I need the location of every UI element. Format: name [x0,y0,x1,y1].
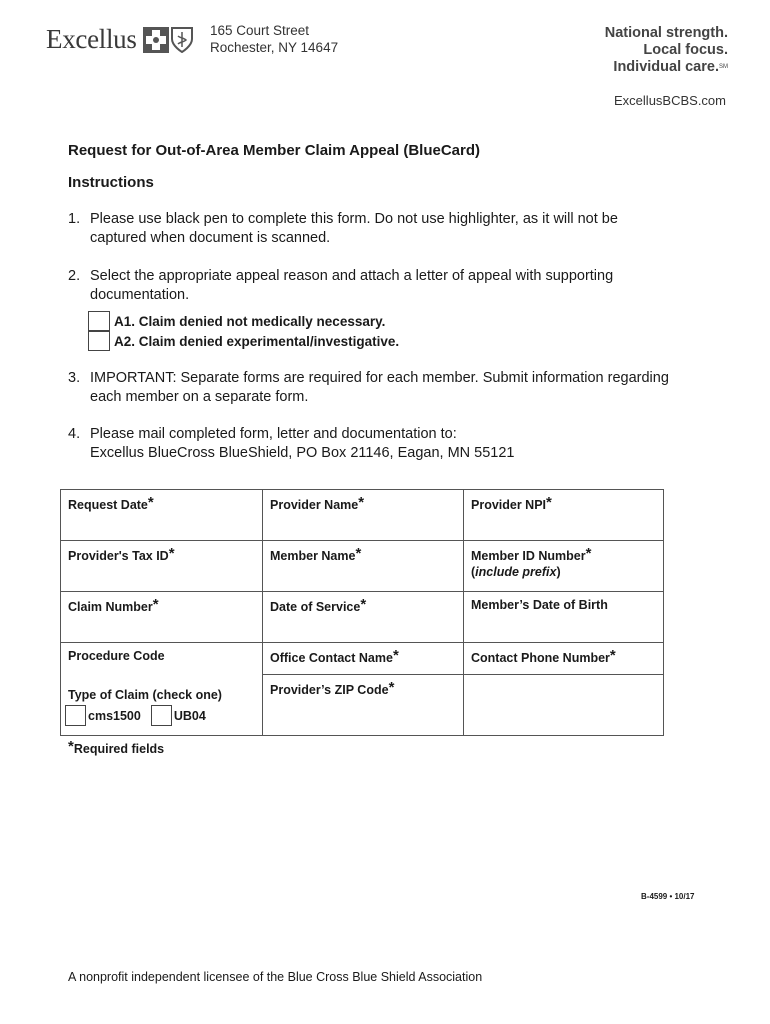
provider-zip-field[interactable] [263,675,464,736]
required-star: * [68,738,74,755]
field-label: Type of Claim (check one) [68,688,222,702]
instruction-number: 2. [68,268,81,284]
mailing-address: Excellus BlueCross BlueShield, PO Box 21146, Eagan, MN 55121 [90,445,515,461]
instruction-item [68,425,515,463]
form-title: Request for Out-of-Area Member Claim Appeal (BlueCard) [68,142,480,159]
required-star: * [152,596,159,613]
cms1500-checkbox[interactable] [65,705,86,726]
field-label: Claim Number [68,600,153,614]
field-label: Provider’s ZIP Code [270,683,389,697]
instruction-item [68,267,613,305]
required-star: * [609,647,616,664]
contact-phone-field[interactable] [464,643,664,675]
appeal-reason-a2 [88,331,399,351]
appeal-reason-a1 [88,311,385,331]
required-star: * [147,494,154,511]
instruction-number: 3. [68,370,81,386]
provider-npi-field[interactable] [464,490,664,541]
required-star: * [392,647,399,664]
field-label: Member ID Number [471,549,586,563]
ub04-label: UB04 [173,708,206,723]
tagline-line-1: National strength. [604,25,728,41]
field-label: Member’s Date of Birth [471,598,608,612]
appeal-reason-a1-label: A1. Claim denied not medically necessary. [114,313,386,329]
office-contact-name-field[interactable] [263,643,464,675]
instruction-text: Please mail completed form, letter and documentation to: [90,426,457,442]
cms1500-label: cms1500 [88,708,141,723]
provider-name-field[interactable] [263,490,464,541]
empty-cell [464,675,664,736]
website-url: ExcellusBCBS.com [614,93,726,108]
field-label: Provider NPI [471,498,547,512]
required-star: * [585,545,592,562]
instruction-text-continued: documentation. [90,287,190,303]
instruction-item [68,369,669,407]
footer-licensee-note: A nonprofit independent licensee of the Blue Cross Blue Shield Association [68,970,483,984]
claim-number-field[interactable] [61,592,263,643]
instruction-text-continued: captured when document is scanned. [90,230,331,246]
company-address [210,22,338,56]
member-dob-field[interactable] [464,592,664,643]
required-fields-note: *Required fields [68,738,165,756]
instruction-item [68,210,618,248]
required-star: * [388,679,395,696]
required-star: * [546,494,552,511]
field-label: Date of Service [270,600,361,614]
blue-shield-icon [171,27,193,53]
field-label: Procedure Code [68,649,165,663]
instruction-text: IMPORTANT: Separate forms are required for each member. Submit information regarding [90,370,669,386]
member-id-hint: (include prefix) [471,565,561,579]
address-line-2: Rochester, NY 14647 [210,40,339,55]
member-id-field[interactable] [464,541,664,592]
field-label: Request Date [68,498,148,512]
member-name-field[interactable] [263,541,464,592]
tagline [605,25,728,76]
blue-cross-icon [143,27,169,53]
required-star: * [168,545,175,562]
excellus-logo [46,26,193,53]
field-label: Provider Name [270,498,359,512]
instruction-number: 1. [68,211,81,227]
form-number: B-4599 • 10/17 [641,892,695,901]
instruction-number: 4. [68,426,81,442]
tagline-line-2: Local focus. [643,42,728,58]
appeal-reason-a1-checkbox[interactable] [88,311,110,331]
provider-tax-id-field[interactable] [61,541,263,592]
service-mark: SM [719,64,728,70]
required-star: * [355,545,362,562]
required-star: * [360,596,367,613]
instruction-text: Select the appropriate appeal reason and attach a letter of appeal with supporting [90,268,614,284]
type-of-claim-field [61,675,263,736]
ub04-checkbox[interactable] [151,705,172,726]
claim-form-grid [60,489,664,736]
instruction-text: Please use black pen to complete this form. Do not use highlighter, as it will not be [90,211,618,227]
request-date-field[interactable] [61,490,263,541]
instructions-heading: Instructions [68,174,154,191]
field-label: Provider's Tax ID [68,549,169,563]
logo-wordmark: Excellus [46,24,137,54]
instruction-text-continued: each member on a separate form. [90,389,309,405]
procedure-code-field[interactable] [61,643,263,675]
appeal-reason-a2-label: A2. Claim denied experimental/investigative. [114,333,400,349]
address-line-1: 165 Court Street [210,23,310,38]
tagline-line-3: Individual care. [613,59,719,75]
field-label: Office Contact Name [270,651,393,665]
required-star: * [358,494,365,511]
field-label: Member Name [270,549,356,563]
appeal-reason-a2-checkbox[interactable] [88,331,110,351]
date-of-service-field[interactable] [263,592,464,643]
field-label: Contact Phone Number [471,651,610,665]
